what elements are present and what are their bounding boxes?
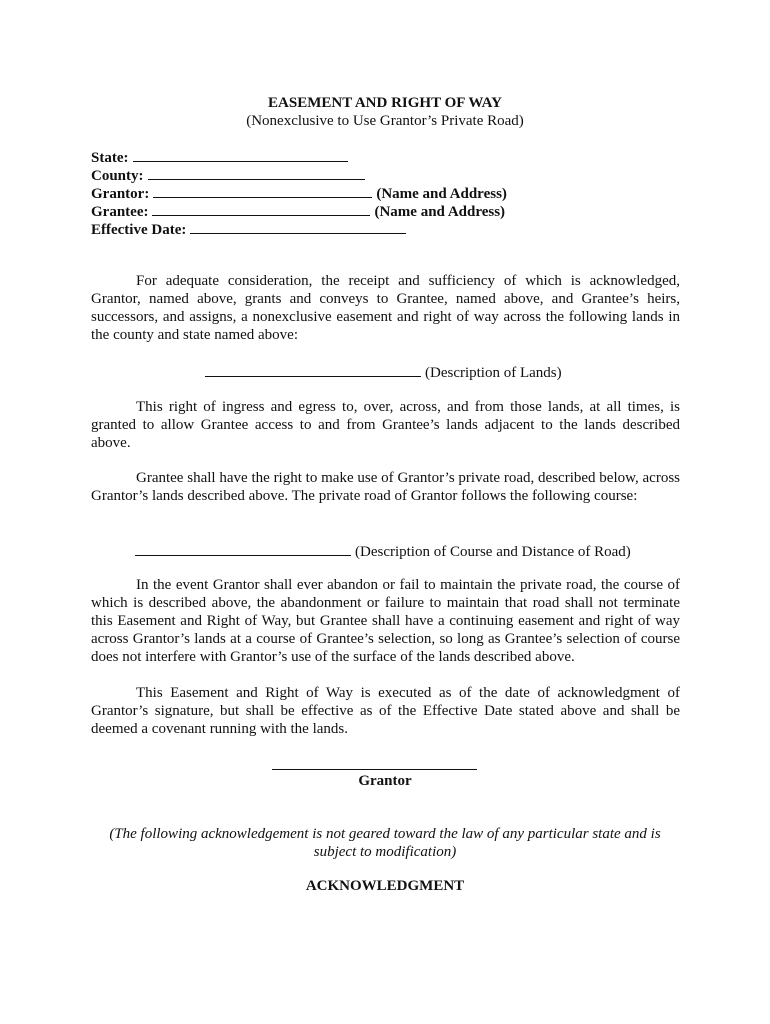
document-subtitle: (Nonexclusive to Use Grantor’s Private Road) bbox=[246, 113, 524, 129]
state-label: State: bbox=[91, 150, 129, 166]
grantee-suffix: (Name and Address) bbox=[374, 204, 506, 220]
grantee-blank[interactable] bbox=[152, 201, 370, 216]
paragraph-ingress: This right of ingress and egress to, over, across, and from those lands, at all times, is granted to allow Grantee access to and from Grantee’s lands adjacent to the lands described above. bbox=[91, 399, 680, 451]
acknowledgement-note: (The following acknowledgement is not geared toward the law of any particular state and is subject to modification) bbox=[109, 826, 661, 860]
paragraph-private-road: Grantee shall have the right to make use of Grantor’s private road, described below, across Grantor’s lands described above. The private road of Grantor follows the following course: bbox=[91, 470, 680, 504]
lands-blank[interactable] bbox=[205, 362, 421, 377]
state-field bbox=[91, 147, 507, 165]
document-title: EASEMENT AND RIGHT OF WAY bbox=[268, 95, 502, 111]
course-blank[interactable] bbox=[135, 541, 351, 556]
effective-date-label: Effective Date: bbox=[91, 222, 187, 238]
lands-caption: (Description of Lands) bbox=[425, 365, 562, 381]
grantee-label: Grantee: bbox=[91, 204, 149, 220]
paragraph-abandonment: In the event Grantor shall ever abandon or fail to maintain the private road, the course of which is described above, the abandonment or failure to maintain that road shall not terminate this Easement and Right of Way, but Grantee shall have a continuing easement and right of way across Grantor’s lands at a course of Grantee’s selection, so long as Grantee’s selection of course does not interfere with Grantor’s use of the surface of the lands described above. bbox=[91, 577, 680, 665]
grantor-label: Grantor: bbox=[91, 186, 150, 202]
grantee-field bbox=[91, 201, 507, 219]
grantor-field bbox=[91, 183, 507, 201]
paragraph-execution: This Easement and Right of Way is executed as of the date of acknowledgment of Grantor’s signature, but shall be effective as of the Effective Date stated above and shall be deemed a covenant running with the lands. bbox=[91, 685, 680, 737]
acknowledgment-heading: ACKNOWLEDGMENT bbox=[305, 878, 465, 894]
state-blank[interactable] bbox=[133, 147, 348, 162]
effective-date-blank[interactable] bbox=[190, 219, 406, 234]
grantor-signature-label: Grantor bbox=[358, 773, 412, 789]
grantor-suffix: (Name and Address) bbox=[376, 186, 507, 202]
county-label: County: bbox=[91, 168, 144, 184]
grantor-signature-line[interactable] bbox=[272, 768, 477, 770]
course-description-line bbox=[135, 541, 631, 561]
county-field bbox=[91, 165, 507, 183]
paragraph-consideration: For adequate consideration, the receipt and sufficiency of which is acknowledged, Grantor, named above, grants and conveys to Grantee, named above, and Grantee’s heirs, successors, and assigns, a nonexclusive easement and right of way across the following lands in the county and state named above: bbox=[91, 273, 680, 343]
course-caption: (Description of Course and Distance of Road) bbox=[355, 544, 631, 560]
header-fields bbox=[91, 147, 507, 237]
lands-description-line bbox=[205, 362, 562, 382]
grantor-blank[interactable] bbox=[153, 183, 372, 198]
effective-date-field bbox=[91, 219, 507, 237]
county-blank[interactable] bbox=[148, 165, 365, 180]
